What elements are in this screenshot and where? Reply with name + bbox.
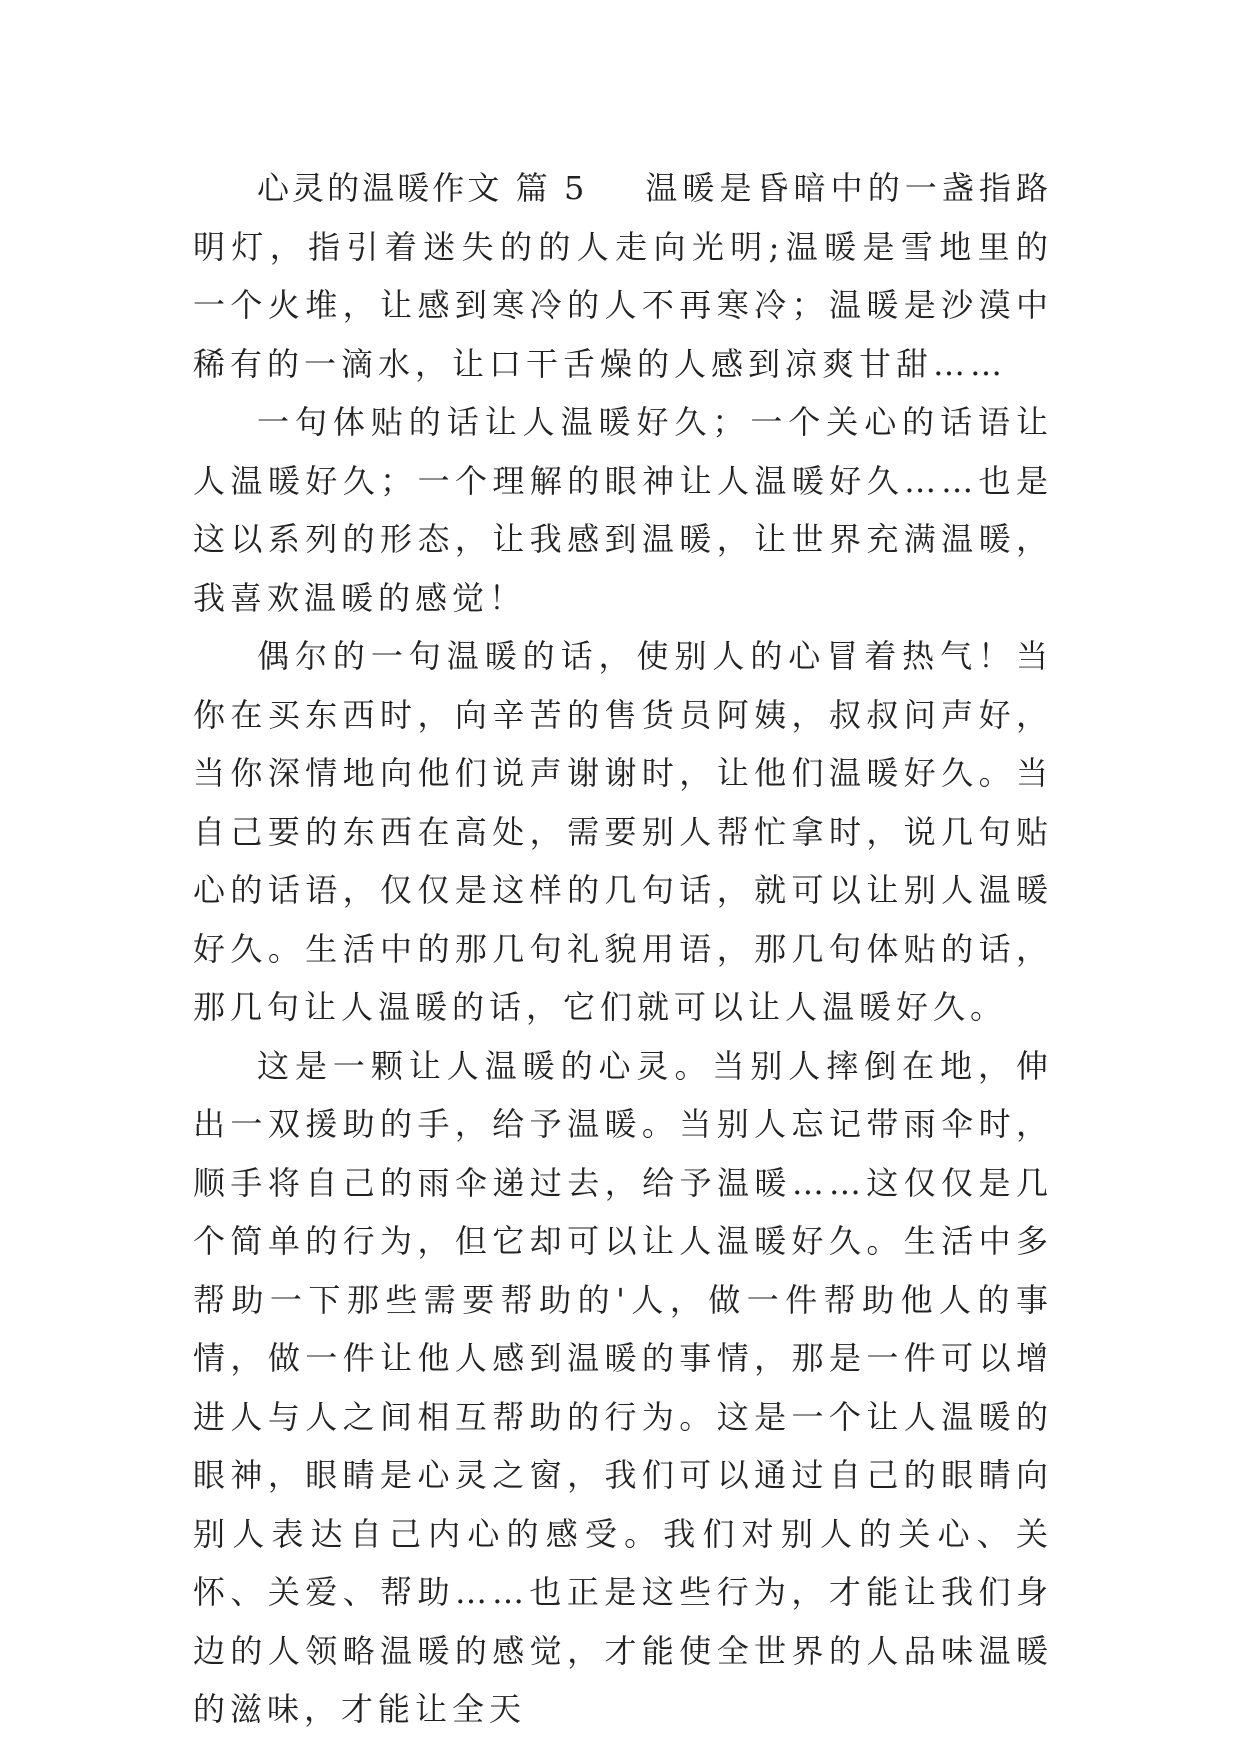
essay-paragraph-2: 一句体贴的话让人温暖好久；一个关心的话语让人温暖好久；一个理解的眼神让人温暖好久……也是这以系列的形态，让我感到温暖，让世界充满温暖，我喜欢温暖的感觉！ xyxy=(193,403,1053,617)
essay-paragraph-1 xyxy=(193,159,1053,393)
essay-paragraph-3: 偶尔的一句温暖的话，使别人的心冒着热气！当你在买东西时，向辛苦的售货员阿姨，叔叔问声好，当你深情地向他们说声谢谢时，让他们温暖好久。当自己要的东西在高处，需要别人帮忙拿时，说几句贴心的话语，仅仅是这样的几句话，就可以让别人温暖好久。生活中的那几句礼貌用语，那几句体贴的话，那几句让人温暖的话，它们就可以让人温暖好久。 xyxy=(193,637,1053,1026)
essay-title: 心灵的温暖作文 篇 5 xyxy=(257,169,588,207)
essay-paragraph-4: 这是一颗让人温暖的心灵。当别人摔倒在地，伸出一双援助的手，给予温暖。当别人忘记带雨伞时，顺手将自己的雨伞递过去，给予温暖……这仅仅是几个简单的行为，但它却可以让人温暖好久。生活中多帮助一下那些需要帮助的'人，做一件帮助他人的事情，做一件让他人感到温暖的事情，那是一件可以增进人与人之间相互帮助的行为。这是一个让人温暖的眼神，眼睛是心灵之窗，我们可以通过自己的眼睛向别人表达自己内心的感受。我们对别人的关心、关怀、关爱、帮助……也正是这些行为，才能让我们身边的人领略温暖的感觉，才能使全世界的人品味温暖的滋味，才能让全天 xyxy=(193,1046,1053,1728)
essay-body xyxy=(193,159,1053,1739)
paragraph-text-1: 温暖是昏暗中的一盏指路明灯，指引着迷失的的人走向光明;温暖是雪地里的一个火堆，让感到寒冷的人不再寒冷；温暖是沙漠中稀有的一滴水，让口干舌燥的人感到凉爽甘甜…… xyxy=(193,169,1053,383)
